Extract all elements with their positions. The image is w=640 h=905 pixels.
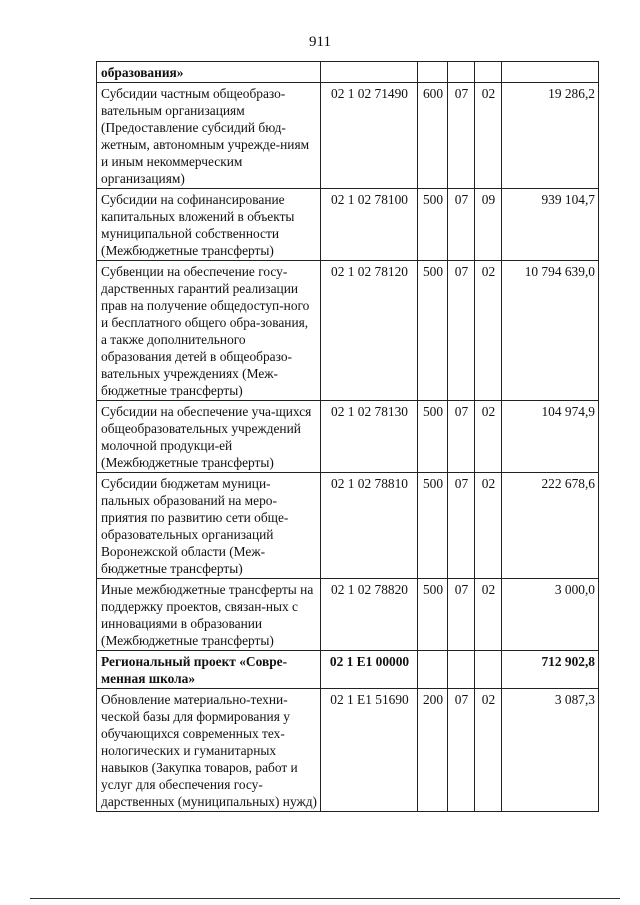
expense-name-cell: Субсидии бюджетам муници-пальных образований на меро-приятия по развитию сети обще-образовательных организаций Воронежской области (Меж-бюджетные трансферты) xyxy=(97,473,321,579)
amount-cell: 19 286,2 xyxy=(502,83,599,189)
target-article-code-cell: 02 1 02 78100 xyxy=(321,189,418,261)
table-row xyxy=(97,261,599,401)
target-article-code-cell: 02 1 02 78120 xyxy=(321,261,418,401)
expense-type-cell: 500 xyxy=(418,579,448,651)
subsection-code-cell: 02 xyxy=(475,401,502,473)
expense-name-cell: Субвенции на обеспечение госу-дарственных гарантий реализации прав на получение общедоступ-ного и бесплатного общего обра-зования, а также дополнительного образования детей в общеобразо-вательных учреждениях (Меж-бюджетные трансферты) xyxy=(97,261,321,401)
subsection-code-cell: 02 xyxy=(475,473,502,579)
target-article-code-cell: 02 1 02 71490 xyxy=(321,83,418,189)
expense-name-cell: Иные межбюджетные трансферты на поддержку проектов, связан-ных с инновациями в образовании (Межбюджетные трансферты) xyxy=(97,579,321,651)
table-body xyxy=(97,62,599,812)
expense-name-cell: Обновление материально-техни-ческой базы для формирования у обучающихся современных тех-нологических и гуманитарных навыков (Закупка товаров, работ и услуг для обеспечения госу-дарственных (муниципальных) нужд) xyxy=(97,689,321,812)
subsection-code-cell: 02 xyxy=(475,83,502,189)
section-code-cell: 07 xyxy=(448,189,475,261)
expense-name-cell: Субсидии на обеспечение уча-щихся общеобразовательных учреждений молочной продукци-ей (Межбюджетные трансферты) xyxy=(97,401,321,473)
amount-cell: 104 974,9 xyxy=(502,401,599,473)
subsection-code-cell: 02 xyxy=(475,579,502,651)
amount-cell: 939 104,7 xyxy=(502,189,599,261)
expense-type-cell: 600 xyxy=(418,83,448,189)
subsection-code-cell xyxy=(475,651,502,689)
target-article-code-cell: 02 1 02 78820 xyxy=(321,579,418,651)
section-code-cell: 07 xyxy=(448,401,475,473)
expense-type-cell: 500 xyxy=(418,473,448,579)
expense-name-cell: образования» xyxy=(97,62,321,83)
amount-cell: 3 000,0 xyxy=(502,579,599,651)
expense-type-cell xyxy=(418,62,448,83)
section-code-cell: 07 xyxy=(448,261,475,401)
table-row xyxy=(97,401,599,473)
table-row xyxy=(97,189,599,261)
target-article-code-cell: 02 1 02 78130 xyxy=(321,401,418,473)
subsection-code-cell: 02 xyxy=(475,261,502,401)
page-number: 911 xyxy=(309,34,331,50)
amount-cell: 712 902,8 xyxy=(502,651,599,689)
amount-cell: 222 678,6 xyxy=(502,473,599,579)
section-code-cell: 07 xyxy=(448,579,475,651)
bottom-rule xyxy=(30,898,620,899)
table-row xyxy=(97,579,599,651)
table-row xyxy=(97,473,599,579)
table-row xyxy=(97,62,599,83)
target-article-code-cell: 02 1 E1 51690 xyxy=(321,689,418,812)
subsection-code-cell: 02 xyxy=(475,689,502,812)
expense-type-cell: 500 xyxy=(418,189,448,261)
section-code-cell: 07 xyxy=(448,473,475,579)
expense-name-cell: Субсидии на софинансирование капитальных вложений в объекты муниципальной собственности (Межбюджетные трансферты) xyxy=(97,189,321,261)
budget-table xyxy=(96,61,599,812)
table-row xyxy=(97,651,599,689)
expense-name-cell: Региональный проект «Совре-менная школа» xyxy=(97,651,321,689)
expense-name-cell: Субсидии частным общеобразо-вательным организациям (Предоставление субсидий бюд-жетным, автономным учрежде-ниям и иным некоммерческим организациям) xyxy=(97,83,321,189)
table-row xyxy=(97,83,599,189)
subsection-code-cell xyxy=(475,62,502,83)
amount-cell: 3 087,3 xyxy=(502,689,599,812)
target-article-code-cell: 02 1 E1 00000 xyxy=(321,651,418,689)
subsection-code-cell: 09 xyxy=(475,189,502,261)
expense-type-cell: 200 xyxy=(418,689,448,812)
table-row xyxy=(97,689,599,812)
section-code-cell: 07 xyxy=(448,689,475,812)
target-article-code-cell xyxy=(321,62,418,83)
expense-type-cell xyxy=(418,651,448,689)
target-article-code-cell: 02 1 02 78810 xyxy=(321,473,418,579)
expense-type-cell: 500 xyxy=(418,401,448,473)
amount-cell xyxy=(502,62,599,83)
section-code-cell: 07 xyxy=(448,83,475,189)
section-code-cell xyxy=(448,62,475,83)
expense-type-cell: 500 xyxy=(418,261,448,401)
section-code-cell xyxy=(448,651,475,689)
amount-cell: 10 794 639,0 xyxy=(502,261,599,401)
